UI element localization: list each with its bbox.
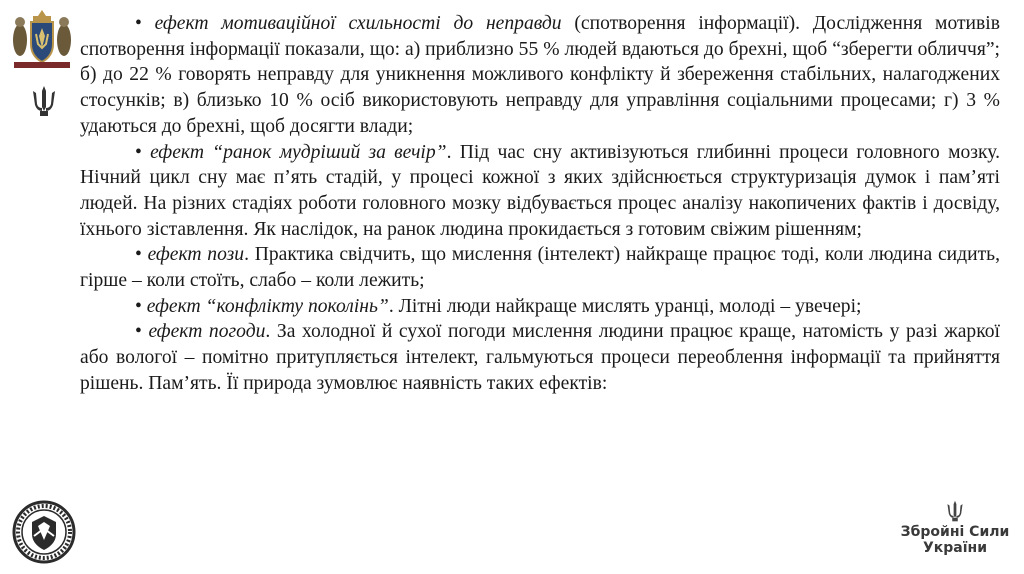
paragraph-generations	[80, 294, 1000, 320]
effect-body: (спотворення інформації). Дослідження мотивів спотворення інформації показали, що: а) приблизно 55 % людей вдаються до брехні, щоб “зберегти обличчя”; б) до 22 % говорять неправду для уникнення можливого конфлікту й збереження стабільних, налагоджених стосунків; в) близько 10 % осіб використовують неправду для управління соціальними процесами; г) 3 % удаються до брехні, щоб досягти влади;	[80, 13, 1000, 137]
bullet: •	[135, 244, 142, 266]
effect-body: . За холодної й сухої погоди мислення людини працює краще, натомість у разі жаркої або вологої – помітно притупляється інтелект, гальмуються процеси переоблення інформації та прийняття рішень. Пам’ять. Її природа зумовлює наявність таких ефектів:	[80, 321, 1000, 394]
effect-body: . Літні люди найкраще мислять уранці, молоді – увечері;	[388, 295, 862, 317]
bullet: •	[135, 321, 142, 343]
effect-title: ефект погоди	[148, 321, 266, 343]
paragraph-misinformation	[80, 11, 1000, 140]
paragraph-morning	[80, 140, 1000, 243]
paragraph-posture	[80, 242, 1000, 293]
effect-title: ефект мотиваційної схильності до неправди	[154, 13, 562, 34]
effect-body: . Практика свідчить, що мислення (інтелект) найкраще працює тоді, коли людина сидить, гірше – коли стоїть, слабо – коли лежить;	[80, 244, 1000, 292]
bullet: •	[135, 141, 142, 163]
effect-body: . Під час сну активізуються глибинні процеси головного мозку. Нічний цикл сну має п’ять стадій, у процесі кожної з яких здійснюється структуризація думок і пам’яті людей. На різних стадіях роботи головного мозку відбувається процес аналізу накопичених фактів і досвіду, їхнього зіставлення. Як наслідок, на ранок людина прокидається з готовим свіжим рішенням;	[80, 141, 1000, 240]
department-seal-icon	[12, 500, 76, 564]
trident-icon	[946, 500, 964, 522]
logo-line-2: України	[922, 540, 988, 556]
logo-line-1: Збройні Сили	[900, 524, 1010, 540]
trident-icon	[31, 85, 57, 117]
bullet: •	[135, 295, 142, 317]
effect-title: ефект пози	[147, 244, 245, 266]
coat-of-arms-icon	[8, 4, 76, 72]
paragraph-weather	[80, 319, 1000, 396]
content-text	[80, 11, 1000, 397]
armed-forces-logo	[900, 500, 1010, 562]
effect-title: ефект “конфлікту поколінь”	[146, 295, 389, 317]
effect-title: ефект “ранок мудріший за вечір”	[150, 141, 447, 163]
bullet: •	[135, 13, 142, 34]
